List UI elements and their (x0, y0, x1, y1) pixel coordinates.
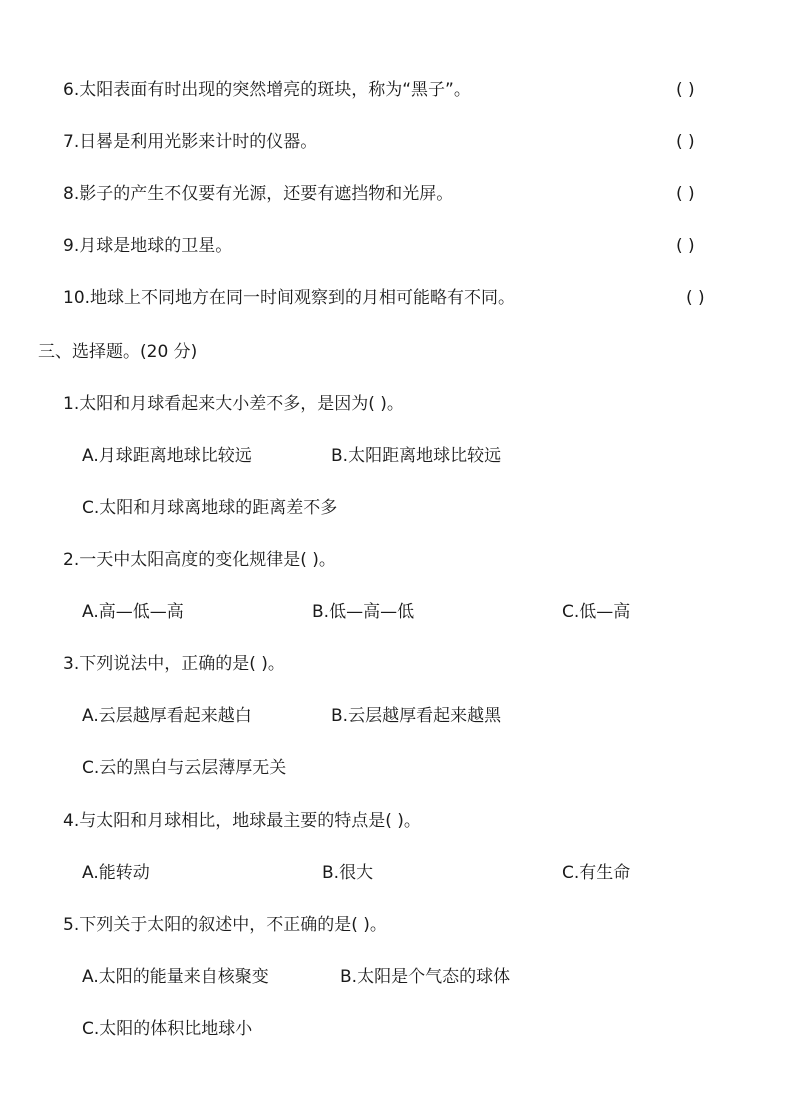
question-4-option-c[interactable]: C.有生命 (562, 863, 631, 883)
question-5-option-c[interactable]: C.太阳的体积比地球小 (82, 1019, 253, 1039)
question-1-option-b[interactable]: B.太阳距离地球比较远 (331, 446, 502, 466)
question-3-option-a[interactable]: A.云层越厚看起来越白 (82, 706, 252, 726)
question-1-option-a[interactable]: A.月球距离地球比较远 (82, 446, 252, 466)
tf-item-8: 8.影子的产生不仅要有光源，还要有遮挡物和光屏。 (63, 184, 454, 204)
question-4-stem: 4.与太阳和月球相比，地球最主要的特点是( )。 (63, 811, 421, 831)
question-1-option-c[interactable]: C.太阳和月球离地球的距离差不多 (82, 498, 338, 518)
question-5-stem: 5.下列关于太阳的叙述中，不正确的是( )。 (63, 915, 387, 935)
tf-answer-blank-9[interactable]: ( ) (676, 236, 695, 256)
tf-item-7: 7.日晷是利用光影来计时的仪器。 (63, 132, 318, 152)
question-2-option-b[interactable]: B.低—高—低 (312, 602, 415, 622)
question-2-option-c[interactable]: C.低—高 (562, 602, 631, 622)
tf-answer-blank-6[interactable]: ( ) (676, 80, 695, 100)
question-4-option-a[interactable]: A.能转动 (82, 863, 150, 883)
question-3-option-b[interactable]: B.云层越厚看起来越黑 (331, 706, 502, 726)
tf-item-9: 9.月球是地球的卫星。 (63, 236, 233, 256)
question-4-option-b[interactable]: B.很大 (322, 863, 374, 883)
tf-item-6: 6.太阳表面有时出现的突然增亮的斑块，称为“黑子”。 (63, 80, 471, 100)
tf-answer-blank-10[interactable]: ( ) (686, 288, 705, 308)
question-3-option-c[interactable]: C.云的黑白与云层薄厚无关 (82, 758, 287, 778)
tf-answer-blank-7[interactable]: ( ) (676, 132, 695, 152)
question-2-stem: 2.一天中太阳高度的变化规律是( )。 (63, 550, 336, 570)
section-heading-choice: 三、选择题。(20 分) (38, 342, 198, 362)
question-5-option-a[interactable]: A.太阳的能量来自核聚变 (82, 967, 269, 987)
question-2-option-a[interactable]: A.高—低—高 (82, 602, 184, 622)
question-3-stem: 3.下列说法中，正确的是( )。 (63, 654, 285, 674)
question-5-option-b[interactable]: B.太阳是个气态的球体 (340, 967, 511, 987)
tf-item-10: 10.地球上不同地方在同一时间观察到的月相可能略有不同。 (63, 288, 516, 308)
question-1-stem: 1.太阳和月球看起来大小差不多，是因为( )。 (63, 394, 404, 414)
tf-answer-blank-8[interactable]: ( ) (676, 184, 695, 204)
